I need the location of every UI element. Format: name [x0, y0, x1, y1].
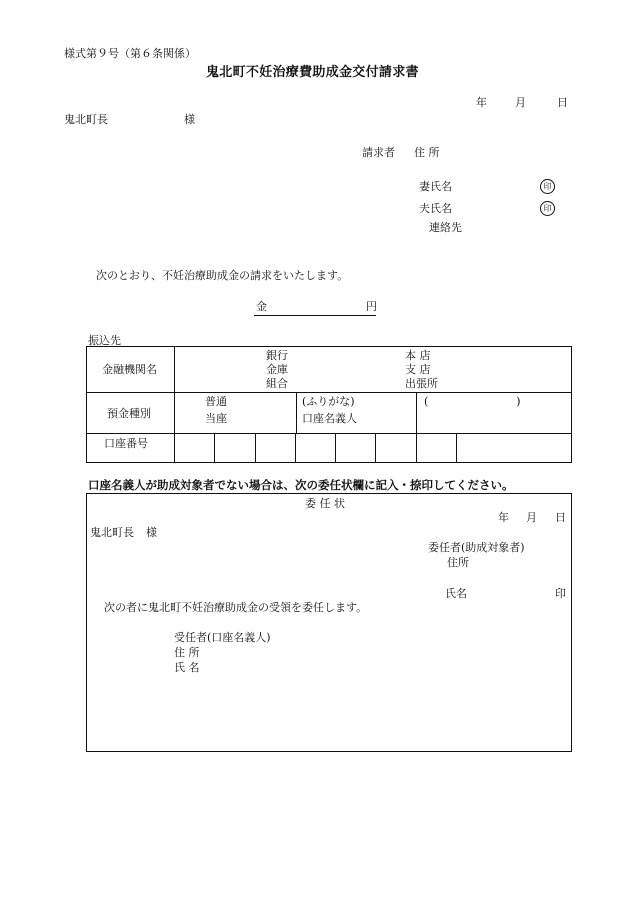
wife-name-label: 妻氏名 [419, 180, 452, 193]
bank-table-row-divider [86, 392, 571, 393]
amount-suffix: 円 [366, 300, 377, 313]
account-digit-divider [456, 433, 457, 462]
form-number: 様式第９号（第６条関係） [64, 47, 196, 60]
branch-type-branch: 支 店 [405, 363, 431, 376]
delegation-year: 年 [498, 511, 509, 524]
delegation-day: 日 [555, 511, 566, 524]
account-type-ordinary: 普通 [205, 395, 227, 408]
branch-type-office: 出張所 [405, 377, 438, 390]
account-digit-divider [335, 433, 336, 462]
delegatee-label: 受任者(口座名義人) [174, 631, 271, 644]
date-day: 日 [557, 96, 568, 109]
account-digit-divider [214, 433, 215, 462]
furigana-paren: ( ) [424, 395, 521, 408]
husband-seal-icon: 印 [540, 201, 555, 216]
account-digit-divider [295, 433, 296, 462]
account-digit-divider [255, 433, 256, 462]
delegator-address-label: 住所 [447, 556, 469, 569]
delegation-honorific: 様 [146, 526, 157, 539]
account-type-label: 預金種別 [107, 407, 151, 420]
wife-seal-icon: 印 [540, 179, 555, 194]
addressee-honorific: 様 [184, 113, 195, 126]
account-type-current: 当座 [205, 412, 227, 425]
page-title: 鬼北町不妊治療費助成金交付請求書 [206, 65, 419, 80]
amount-prefix: 金 [256, 300, 267, 313]
claimant-label: 請求者 [362, 146, 395, 159]
delegation-title: 委 任 状 [305, 497, 345, 510]
delegatee-address-label: 住 所 [174, 646, 200, 659]
transfer-label: 振込先 [88, 334, 121, 347]
claimant-address-label: 住 所 [414, 146, 440, 159]
delegation-statement: 次の者に鬼北町不妊治療助成金の受領を委任します。 [104, 601, 368, 614]
institution-type-union: 組合 [266, 377, 288, 390]
account-digit-divider [375, 433, 376, 462]
request-statement: 次のとおり、不妊治療助成金の請求をいたします。 [96, 269, 349, 282]
bank-table-col-divider [174, 346, 175, 462]
branch-type-main: 本 店 [405, 349, 431, 362]
bank-table-divider [296, 392, 297, 433]
account-number-label: 口座番号 [104, 437, 148, 450]
amount-underline [254, 315, 376, 316]
institution-type-bank: 銀行 [266, 349, 288, 362]
delegation-notice: 口座名義人が助成対象者でない場合は、次の委任状欄に記入・捺印してください。 [88, 478, 514, 492]
delegatee-name-label: 氏 名 [174, 661, 200, 674]
bank-table-divider [416, 392, 417, 433]
delegator-seal: 印 [555, 587, 566, 600]
husband-name-label: 夫氏名 [419, 202, 452, 215]
date-month: 月 [515, 96, 526, 109]
account-digit-divider [416, 433, 417, 462]
institution-type-shinkin: 金庫 [266, 363, 288, 376]
delegator-name-label: 氏名 [445, 587, 467, 600]
furigana-label: (ふりがな) [302, 395, 355, 408]
holder-label: 口座名義人 [302, 412, 357, 425]
delegation-month: 月 [526, 511, 537, 524]
delegation-box [86, 493, 572, 752]
bank-table-row-divider [86, 433, 571, 434]
addressee-name: 鬼北町長 [64, 113, 108, 126]
date-year: 年 [476, 96, 487, 109]
institution-label: 金融機関名 [102, 363, 157, 376]
delegation-addressee: 鬼北町長 [90, 526, 134, 539]
delegator-label: 委任者(助成対象者) [428, 541, 525, 554]
contact-label: 連絡先 [429, 221, 462, 234]
